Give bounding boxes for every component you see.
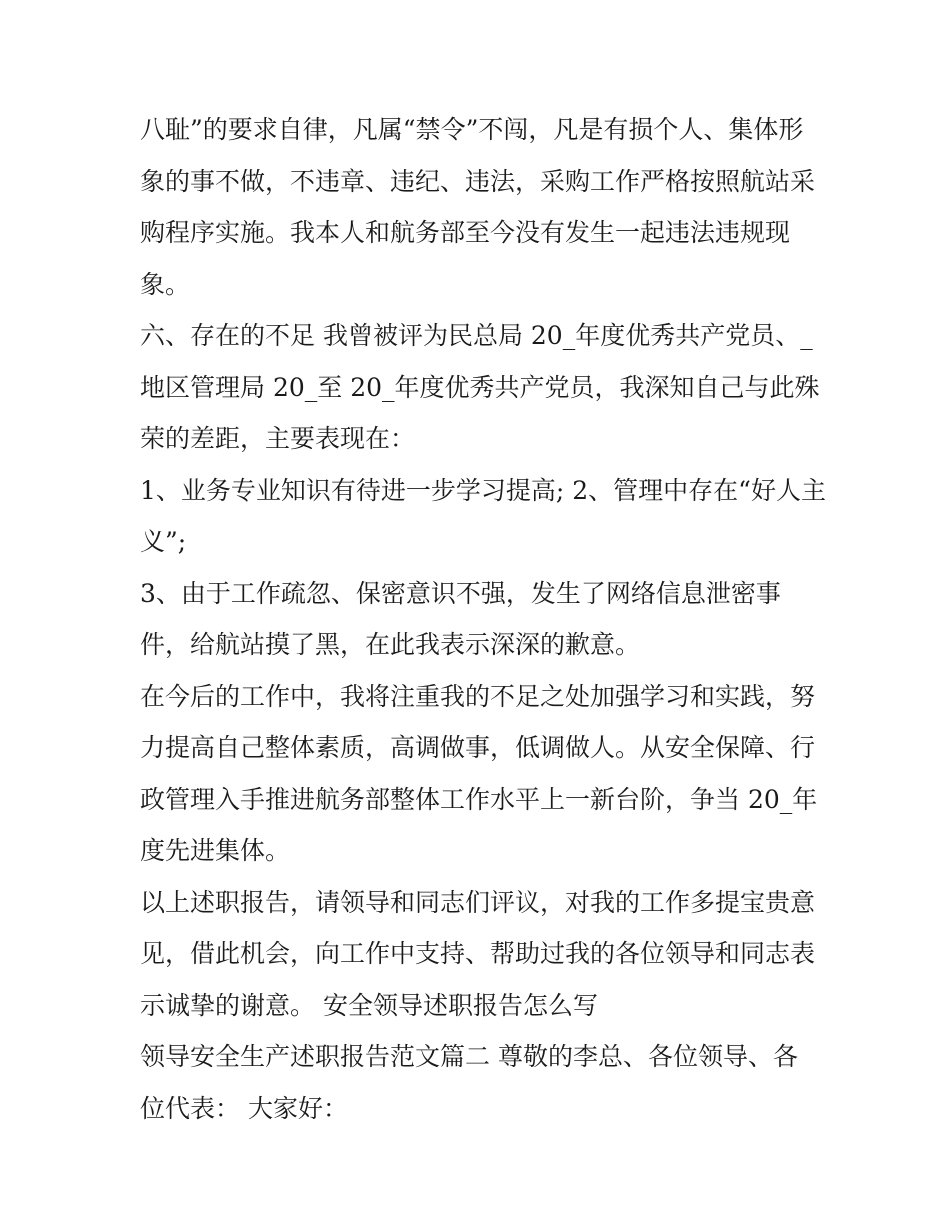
text-line: 地区管理局 20_至 20_年度优秀共产党员，我深知自己与此殊 — [140, 372, 820, 402]
text-line: 象。 — [140, 269, 191, 299]
text-line: 以上述职报告，请领导和同志们评议，对我的工作多提宝贵意 — [140, 887, 816, 917]
text-line: 力提高自己整体素质，高调做事，低调做人。从安全保障、行 — [140, 733, 816, 762]
text-line: 3、由于工作疏忽、保密意识不强，发生了网络信息泄密事 — [140, 578, 781, 608]
text-line: 位代表： 大家好： — [140, 1093, 348, 1123]
text-line: 领导安全生产述职报告范文篇二 尊敬的李总、各位领导、各 — [140, 1042, 798, 1071]
text-line: 八耻”的要求自律，凡属“禁令”不闯，凡是有损个人、集体形 — [140, 115, 804, 144]
text-line: 购程序实施。我本人和航务部至今没有发生一起违法违规现 — [140, 218, 791, 247]
text-line: 见，借此机会，向工作中支持、帮助过我的各位领导和同志表 — [140, 939, 816, 968]
text-line: 政管理入手推进航务部整体工作水平上一新台阶，争当 20_年 — [140, 784, 818, 814]
text-line: 六、存在的不足 我曾被评为民总局 20_年度优秀共产党员、_ — [140, 321, 813, 350]
text-line: 示诚挚的谢意。 安全领导述职报告怎么写 — [140, 990, 598, 1020]
document-body — [140, 104, 826, 1134]
text-line: 1、业务专业知识有待进一步学习提高; 2、管理中存在“好人主 — [140, 475, 826, 505]
text-line: 在今后的工作中，我将注重我的不足之处加强学习和实践，努 — [140, 681, 816, 711]
text-line: 件，给航站摸了黑，在此我表示深深的歉意。 — [140, 630, 641, 659]
text-line: 度先进集体。 — [140, 836, 291, 865]
text-line: 义”; — [140, 527, 187, 556]
text-line: 荣的差距，主要表现在： — [140, 424, 416, 453]
text-line: 象的事不做，不违章、违纪、违法，采购工作严格按照航站采 — [140, 166, 816, 196]
